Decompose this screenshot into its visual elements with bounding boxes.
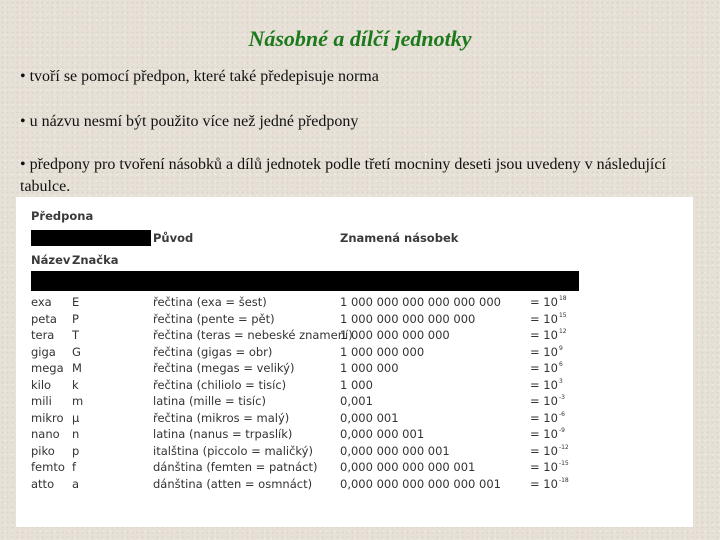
prefix-power (530, 345, 563, 359)
prefix-origin: řečtina (gigas = obr) (153, 344, 273, 359)
prefix-name: tera (31, 328, 55, 342)
power-exponent: 6 (558, 361, 563, 368)
prefix-value: 1 000 000 (340, 361, 399, 375)
prefix-value: 0,000 000 000 001 (340, 443, 450, 458)
prefix-origin: řečtina (megas = veliký) (153, 361, 295, 375)
prefix-power (530, 444, 569, 458)
power-base: = 10 (530, 344, 558, 359)
prefix-symbol: n (72, 427, 80, 441)
prefix-name: exa (31, 295, 52, 309)
bullet-2: • u názvu nesmí být použito více než jedné předpony (20, 113, 359, 130)
prefix-symbol: p (72, 443, 80, 458)
prefix-value: 1 000 000 000 000 (340, 328, 450, 342)
header-znacka: Značka (72, 253, 119, 267)
page-title: Násobné a dílčí jednotky (248, 26, 472, 51)
header-black-bar-2 (31, 271, 579, 291)
prefix-origin: řečtina (teras = nebeské znamení) (153, 328, 353, 342)
prefix-origin: italština (piccolo = maličký) (153, 443, 313, 458)
prefix-table (16, 197, 693, 527)
power-base: = 10 (530, 476, 558, 491)
header-puvod: Původ (153, 231, 194, 245)
power-base: = 10 (530, 427, 558, 441)
power-base: = 10 (530, 460, 558, 474)
power-base: = 10 (530, 377, 558, 392)
power-exponent: 12 (558, 328, 567, 335)
power-exponent: -15 (558, 460, 569, 467)
prefix-value: 1 000 000 000 (340, 344, 425, 359)
prefix-power (530, 361, 563, 375)
prefix-name: giga (31, 344, 56, 359)
prefix-power (530, 411, 565, 425)
power-exponent: -3 (558, 394, 565, 401)
prefix-name: mili (31, 394, 52, 408)
prefix-symbol: k (72, 377, 79, 392)
bullet-1: • tvoří se pomocí předpon, které také předepisuje norma (20, 68, 379, 85)
header-znamena-nasobek: Znamená násobek (340, 231, 459, 245)
prefix-name: mikro (31, 410, 64, 425)
prefix-value: 0,000 000 000 000 000 001 (340, 476, 501, 491)
prefix-origin: latina (nanus = trpaslík) (153, 427, 293, 441)
prefix-value: 0,000 001 (340, 410, 399, 425)
prefix-symbol: G (72, 344, 81, 359)
power-exponent: -9 (558, 427, 565, 434)
power-base: = 10 (530, 443, 558, 458)
prefix-name: piko (31, 443, 55, 458)
prefix-value: 0,001 (340, 394, 373, 408)
prefix-power (530, 378, 563, 392)
prefix-origin: řečtina (exa = šest) (153, 295, 267, 309)
prefix-power (530, 460, 569, 474)
prefix-origin: dánština (femten = patnáct) (153, 460, 318, 474)
prefix-symbol: f (72, 460, 77, 474)
prefix-origin: řečtina (chiliolo = tisíc) (153, 377, 287, 392)
prefix-power (530, 477, 569, 491)
prefix-name: femto (31, 460, 65, 474)
prefix-name: atto (31, 476, 55, 491)
prefix-power (530, 295, 567, 309)
power-base: = 10 (530, 361, 558, 375)
prefix-symbol: T (72, 328, 80, 342)
power-exponent: -6 (558, 410, 565, 418)
prefix-symbol: μ (72, 410, 80, 425)
prefix-power (530, 394, 565, 408)
power-base: = 10 (530, 295, 558, 309)
prefix-power (530, 312, 567, 326)
power-exponent: 9 (558, 344, 563, 352)
prefix-origin: dánština (atten = osmnáct) (153, 476, 313, 491)
prefix-origin: latina (mille = tisíc) (153, 394, 266, 408)
prefix-symbol: E (72, 295, 80, 309)
header-nazev: Název (31, 253, 71, 267)
prefix-symbol: m (72, 394, 84, 408)
prefix-symbol: M (72, 361, 82, 375)
prefix-value: 1 000 000 000 000 000 (340, 311, 476, 326)
prefix-symbol: P (72, 311, 79, 326)
prefix-symbol: a (72, 476, 80, 491)
prefix-value: 1 000 000 000 000 000 000 (340, 295, 501, 309)
prefix-origin: řečtina (pente = pět) (153, 311, 275, 326)
power-exponent: -12 (558, 443, 569, 451)
power-base: = 10 (530, 328, 558, 342)
prefix-name: mega (31, 361, 64, 375)
prefix-value: 0,000 000 001 (340, 427, 425, 441)
power-exponent: 18 (558, 295, 567, 302)
bullet-3: • předpony pro tvoření násobků a dílů jednotek podle třetí mocniny deseti jsou uvedeny v následující tabulce. (20, 156, 666, 195)
power-exponent: 15 (558, 311, 567, 319)
header-black-bar-1 (31, 230, 151, 246)
power-base: = 10 (530, 311, 558, 326)
prefix-name: kilo (31, 377, 52, 392)
prefix-name: nano (31, 427, 60, 441)
prefix-origin: řečtina (mikros = malý) (153, 410, 290, 425)
prefix-power (530, 328, 567, 342)
power-base: = 10 (530, 410, 558, 425)
power-exponent: 3 (558, 377, 563, 385)
prefix-value: 1 000 (340, 377, 373, 392)
prefix-power (530, 427, 565, 441)
power-base: = 10 (530, 394, 558, 408)
header-predpona: Předpona (31, 209, 94, 223)
power-exponent: -18 (558, 476, 569, 484)
prefix-name: peta (31, 311, 57, 326)
prefix-value: 0,000 000 000 000 001 (340, 460, 476, 474)
